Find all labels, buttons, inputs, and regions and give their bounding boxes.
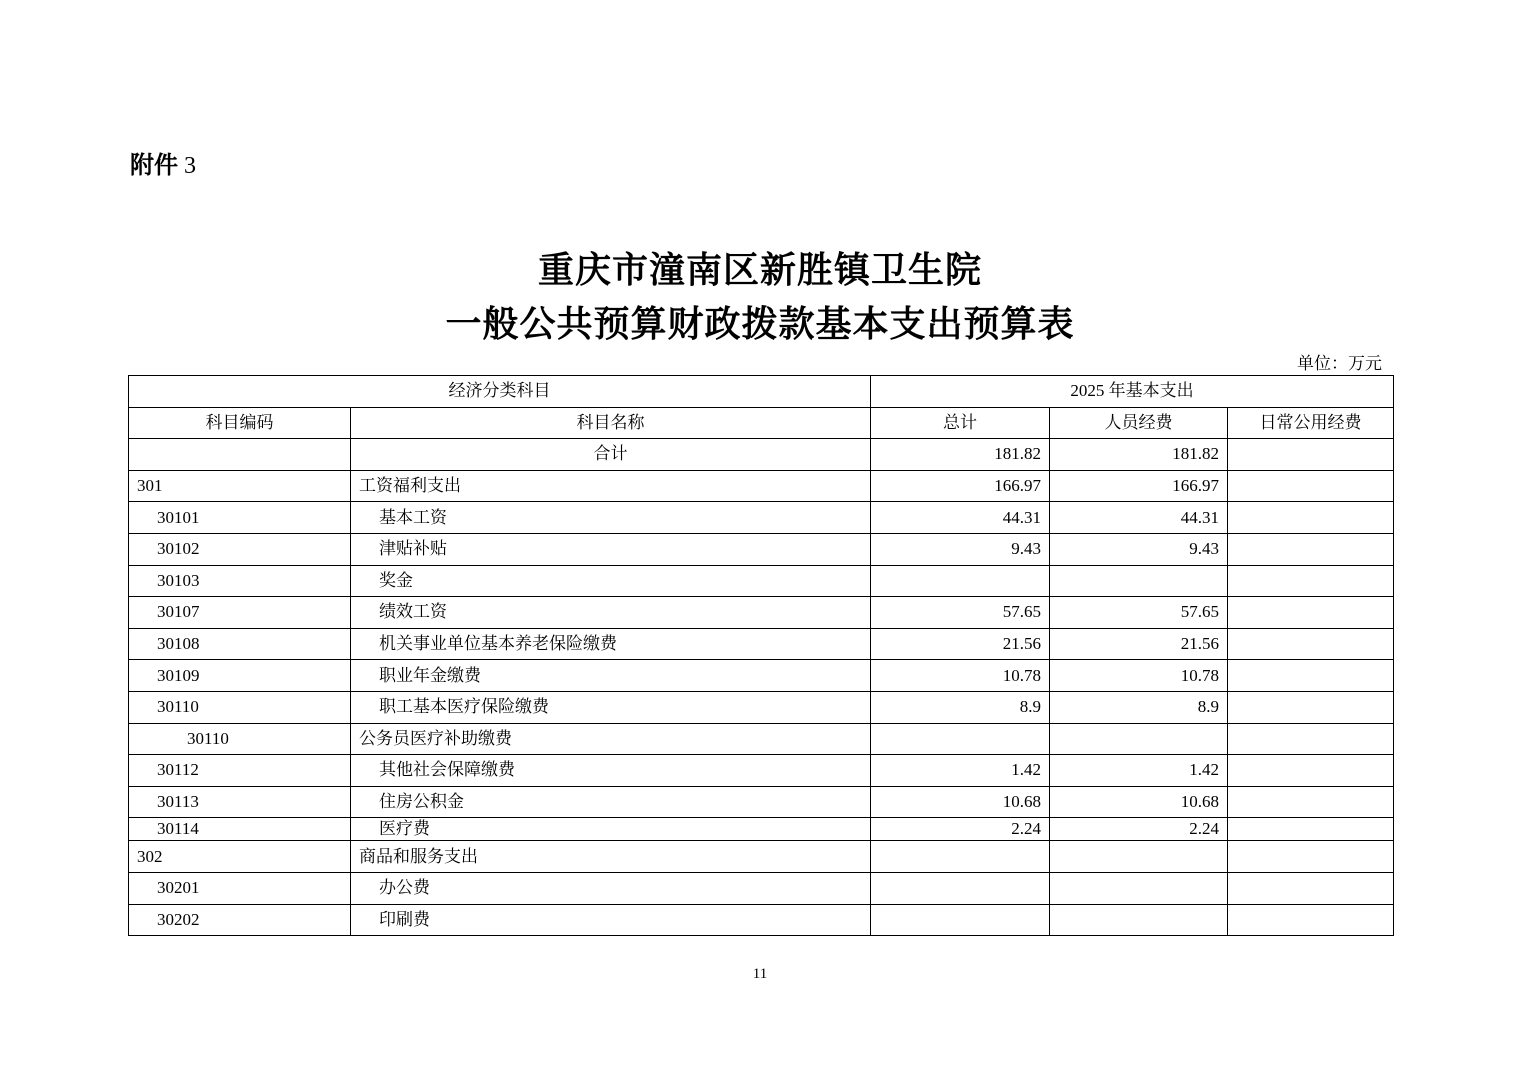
table-row — [129, 470, 1394, 502]
unit-label: 单位：万元 — [1297, 354, 1382, 374]
row-public — [1228, 502, 1394, 534]
table-row — [129, 755, 1394, 787]
row-code: 30110 — [129, 723, 351, 755]
row-personnel: 8.9 — [1050, 691, 1228, 723]
row-name: 机关事业单位基本养老保险缴费 — [351, 628, 871, 660]
row-public — [1228, 533, 1394, 565]
attachment-number: 3 — [184, 153, 196, 179]
row-personnel: 44.31 — [1050, 502, 1228, 534]
table-row — [129, 904, 1394, 936]
name-column-header: 科目名称 — [351, 407, 871, 439]
total-row-code — [129, 439, 351, 471]
row-total: 166.97 — [871, 470, 1050, 502]
table-row — [129, 502, 1394, 534]
row-name: 医疗费 — [351, 818, 871, 841]
row-public — [1228, 660, 1394, 692]
column-header-row — [129, 407, 1394, 439]
table-row — [129, 818, 1394, 841]
budget-table — [128, 375, 1394, 936]
row-personnel — [1050, 904, 1228, 936]
row-name: 其他社会保障缴费 — [351, 755, 871, 787]
table-row — [129, 786, 1394, 818]
row-personnel: 10.68 — [1050, 786, 1228, 818]
code-column-header: 科目编码 — [129, 407, 351, 439]
row-code: 30110 — [129, 691, 351, 723]
row-personnel: 2.24 — [1050, 818, 1228, 841]
row-code: 30113 — [129, 786, 351, 818]
group-header-row — [129, 376, 1394, 408]
total-row-total: 181.82 — [871, 439, 1050, 471]
document-title-line-1: 重庆市潼南区新胜镇卫生院 — [537, 249, 982, 291]
row-public — [1228, 565, 1394, 597]
row-total: 8.9 — [871, 691, 1050, 723]
row-personnel: 1.42 — [1050, 755, 1228, 787]
document-title-line-2: 一般公共预算财政拨款基本支出预算表 — [445, 303, 1075, 345]
attachment-text: 附件 — [130, 151, 178, 179]
row-public — [1228, 691, 1394, 723]
row-public — [1228, 904, 1394, 936]
row-total: 57.65 — [871, 597, 1050, 629]
total-row-label: 合计 — [351, 439, 871, 471]
row-name: 公务员医疗补助缴费 — [351, 723, 871, 755]
row-total: 44.31 — [871, 502, 1050, 534]
table-row — [129, 723, 1394, 755]
basic-expense-header: 2025 年基本支出 — [871, 376, 1394, 408]
table-row — [129, 691, 1394, 723]
row-name: 奖金 — [351, 565, 871, 597]
row-code: 30112 — [129, 755, 351, 787]
row-code: 30102 — [129, 533, 351, 565]
row-name: 工资福利支出 — [351, 470, 871, 502]
total-column-header: 总计 — [871, 407, 1050, 439]
personnel-column-header: 人员经费 — [1050, 407, 1228, 439]
row-total: 2.24 — [871, 818, 1050, 841]
table-row — [129, 660, 1394, 692]
row-public — [1228, 841, 1394, 873]
row-personnel: 57.65 — [1050, 597, 1228, 629]
row-personnel — [1050, 723, 1228, 755]
row-total — [871, 904, 1050, 936]
table-row — [129, 565, 1394, 597]
row-total: 21.56 — [871, 628, 1050, 660]
table-row — [129, 872, 1394, 904]
row-name: 办公费 — [351, 872, 871, 904]
row-name: 住房公积金 — [351, 786, 871, 818]
row-code: 30101 — [129, 502, 351, 534]
table-row — [129, 841, 1394, 873]
row-personnel — [1050, 872, 1228, 904]
public-column-header: 日常公用经费 — [1228, 407, 1394, 439]
table-row — [129, 597, 1394, 629]
row-personnel: 10.78 — [1050, 660, 1228, 692]
total-row — [129, 439, 1394, 471]
row-code: 30109 — [129, 660, 351, 692]
row-public — [1228, 872, 1394, 904]
row-code: 302 — [129, 841, 351, 873]
row-personnel — [1050, 841, 1228, 873]
row-public — [1228, 723, 1394, 755]
row-code: 30108 — [129, 628, 351, 660]
row-total — [871, 723, 1050, 755]
row-total — [871, 872, 1050, 904]
row-name: 职工基本医疗保险缴费 — [351, 691, 871, 723]
row-public — [1228, 755, 1394, 787]
row-total: 1.42 — [871, 755, 1050, 787]
row-code: 30202 — [129, 904, 351, 936]
row-public — [1228, 628, 1394, 660]
row-name: 津贴补贴 — [351, 533, 871, 565]
row-name: 基本工资 — [351, 502, 871, 534]
row-total — [871, 565, 1050, 597]
row-personnel: 166.97 — [1050, 470, 1228, 502]
table-row — [129, 533, 1394, 565]
row-code: 30103 — [129, 565, 351, 597]
economic-class-header: 经济分类科目 — [129, 376, 871, 408]
attachment-label — [130, 145, 196, 180]
row-code: 301 — [129, 470, 351, 502]
row-public — [1228, 597, 1394, 629]
row-name: 印刷费 — [351, 904, 871, 936]
page-number: 11 — [752, 966, 768, 982]
row-total: 10.78 — [871, 660, 1050, 692]
row-public — [1228, 818, 1394, 841]
row-code: 30114 — [129, 818, 351, 841]
row-total — [871, 841, 1050, 873]
row-total: 9.43 — [871, 533, 1050, 565]
row-name: 职业年金缴费 — [351, 660, 871, 692]
row-code: 30107 — [129, 597, 351, 629]
row-public — [1228, 470, 1394, 502]
row-public — [1228, 786, 1394, 818]
row-personnel — [1050, 565, 1228, 597]
row-name: 商品和服务支出 — [351, 841, 871, 873]
total-row-public — [1228, 439, 1394, 471]
row-code: 30201 — [129, 872, 351, 904]
row-total: 10.68 — [871, 786, 1050, 818]
table-row — [129, 628, 1394, 660]
row-name: 绩效工资 — [351, 597, 871, 629]
total-row-personnel: 181.82 — [1050, 439, 1228, 471]
row-personnel: 21.56 — [1050, 628, 1228, 660]
row-personnel: 9.43 — [1050, 533, 1228, 565]
